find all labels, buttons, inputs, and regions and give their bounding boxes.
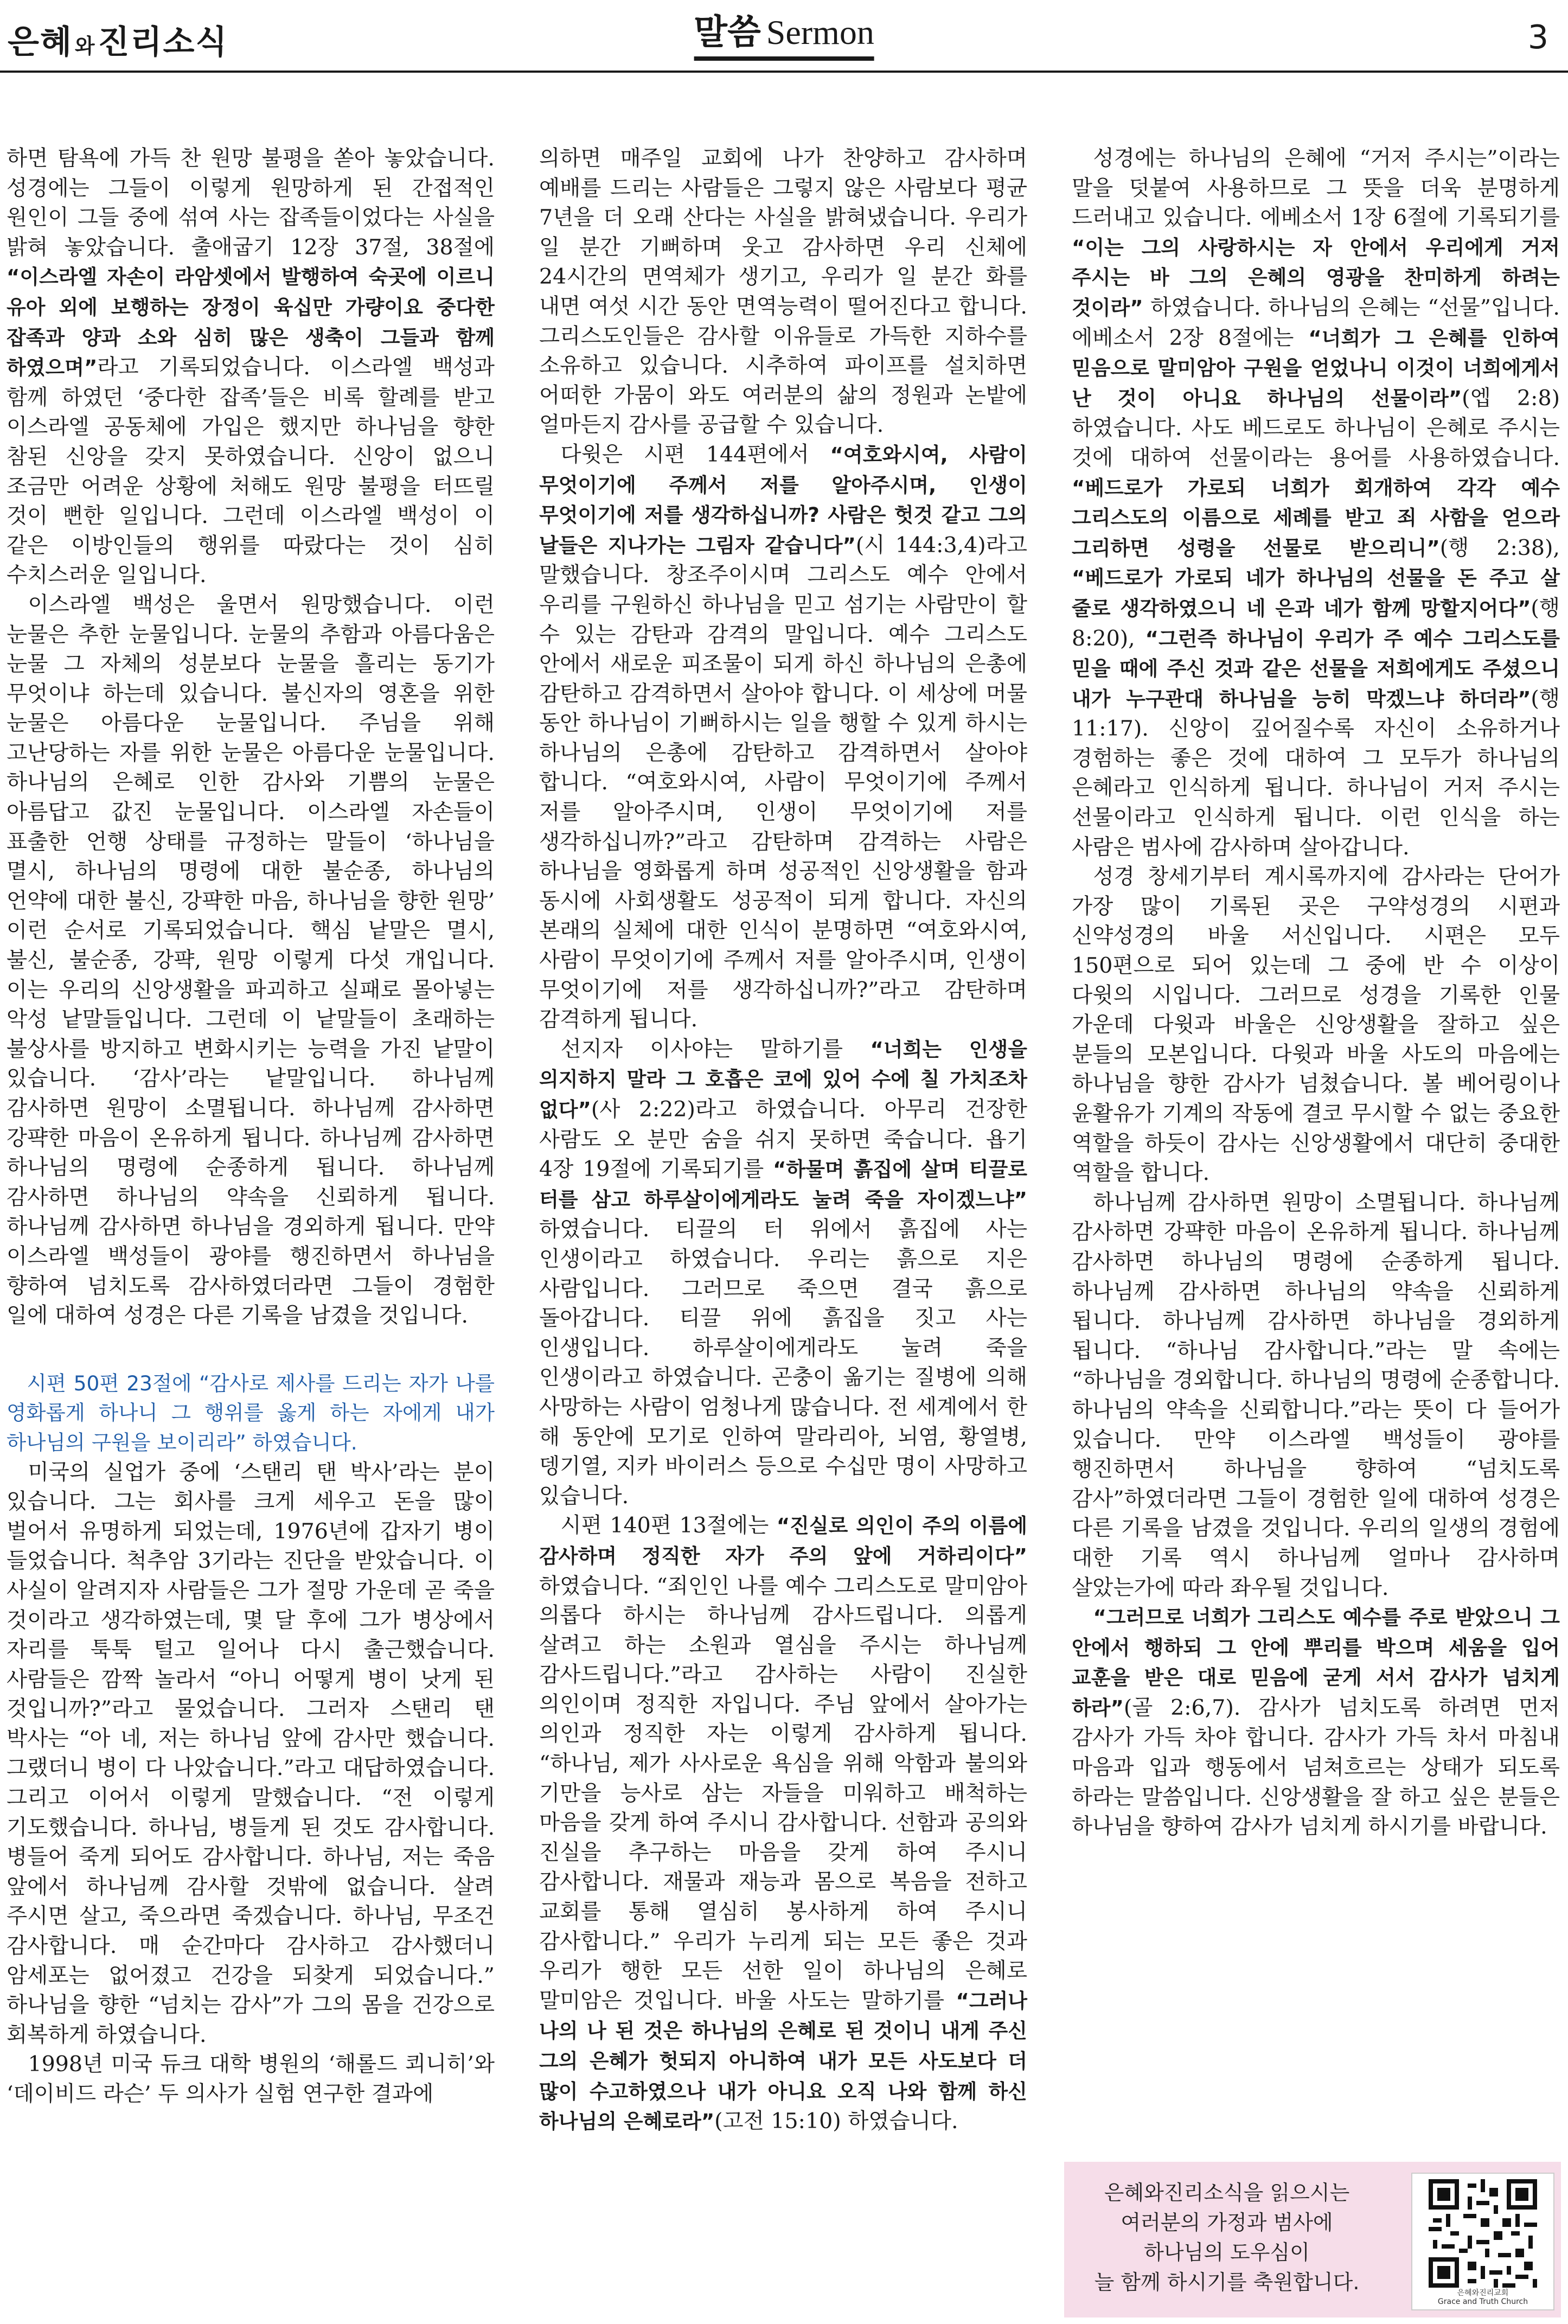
column-2 — [539, 144, 1027, 2137]
paragraph: 성경에는 하나님의 은혜에 “거저 주시는”이라는 말을 덧붙여 사용하므로 그 뜻을 더욱 분명하게 드러내고 있습니다. 에베소서 1장 6절에 기록되기를 “이는 그의 사랑하시는 자 안에서 우리에게 거저 주시는 바 그의 은혜의 영광을 찬미하게 하려는 것이라” 하였습니다. 하나님의 은혜는 “선물”입니다. 에베소서 2장 8절에는 “너희가 그 은혜를 인하여 믿음으로 말미암아 구원을 얻었나니 이것이 너희에게서 난 것이 아니요 하나님의 선물이라”(엡 2:8) 하였습니다. 사도 베드로도 하나님이 은혜로 주시는 것에 대하여 선물이라는 용어를 사용하였습니다. “베드로가 가로되 너희가 회개하여 각각 예수 그리스도의 이름으로 세례를 받고 죄 사함을 얻으라 그리하면 성령을 선물로 받으리니”(행 2:38), “베드로가 가로되 네가 하나님의 선물을 돈 주고 살 줄로 생각하였으니 네 은과 네가 함께 망할지어다”(행 8:20), “그런즉 하나님이 우리가 주 예수 그리스도를 믿을 때에 주신 것과 같은 선물을 저희에게도 주셨으니 내가 누구관대 하나님을 능히 막겠느냐 하더라”(행 11:17). 신앙이 깊어질수록 자신이 소유하거나 경험하는 좋은 것에 대하여 그 모두가 하나님의 은혜라고 인식하게 됩니다. 하나님이 거저 주시는 선물이라고 인식하게 됩니다. 이런 인식을 하는 사람은 범사에 감사하며 살아갑니다. — [1072, 146, 1560, 860]
church-logo-text: 은혜와진리교회 Grace and Truth Church — [1437, 2289, 1528, 2306]
paragraph: 시편 140편 13절에는 “진실로 의인이 주의 이름에 감사하며 정직한 자가 주의 앞에 거하리이다” 하였습니다. “죄인인 나를 예수 그리스도로 말미암아 의롭다 하시는 하나님께 감사드립니다. 의롭게 살려고 하는 소원과 열심을 주시는 하나님께 감사드립니다.”라고 감사하는 사람이 진실한 의인이며 정직한 자입니다. 주님 앞에서 살아가는 의인과 정직한 자는 이렇게 감사하게 됩니다. “하나님, 제가 사사로운 욕심을 위해 악함과 불의와 기만을 능사로 삼는 자들을 미워하고 배척하는 마음을 갖게 하여 주시니 감사합니다. 선함과 공의와 진실을 추구하는 마음을 갖게 하여 주시니 감사합니다. 재물과 재능과 몸으로 복음을 전하고 교회를 통해 열심히 봉사하게 하여 주시니 감사합니다.” 우리가 누리게 되는 모든 좋은 것과 우리가 행한 모든 선한 일이 하나님의 은혜로 말미암은 것입니다. 바울 사도는 말하기를 “그러나 나의 나 된 것은 하나님의 은혜로 된 것이니 내게 주신 그의 은혜가 헛되지 아니하여 내가 모든 사도보다 더 많이 수고하였으나 내가 아니요 오직 나와 함께 하신 하나님의 은혜로라”(고전 15:10) 하였습니다. — [539, 1513, 1028, 2134]
paragraph: 하면 탐욕에 가득 찬 원망 불평을 쏟아 놓았습니다. 성경에는 그들이 이렇게 원망하게 된 간접적인 원인이 그들 중에 섞여 사는 잡족들이었다는 사실을 밝혀 놓았습니다. 출애굽기 12장 37절, 38절에 “이스라엘 자손이 라암셋에서 발행하여 숙곳에 이르니 유아 외에 보행하는 장정이 육십만 가량이요 중다한 잡족과 양과 소와 심히 많은 생축이 그들과 함께 하였으며”라고 기록되었습니다. 이스라엘 백성과 함께 하였던 ‘중다한 잡족’들은 비록 할례를 받고 이스라엘 공동체에 가입은 했지만 하나님을 향한 참된 신앙을 갖지 못하였습니다. 신앙이 없으니 조금만 어려운 상황에 처해도 원망 불평을 터뜨릴 것이 뻔한 일입니다. 그런데 이스라엘 백성이 이 같은 이방인들의 행위를 따랐다는 것이 심히 수치스러운 일입니다. — [7, 146, 495, 588]
paragraph: 하나님께 감사하면 원망이 소멸됩니다. 하나님께 감사하면 강퍅한 마음이 온유하게 됩니다. 하나님께 감사하면 하나님의 명령에 순종하게 됩니다. 하나님께 감사하면 하나님의 약속을 신뢰하게 됩니다. 하나님께 감사하면 하나님을 경외하게 됩니다. “하나님 감사합니다.”라는 말 속에는 “하나님을 경외합니다. 하나님의 명령에 순종합니다. 하나님의 약속을 신뢰합니다.”라는 뜻이 다 들어가 있습니다. 만약 이스라엘 백성들이 광야를 행진하면서 하나님을 향하여 “넘치도록 감사”하였더라면 그들이 경험한 일에 대하여 성경은 다른 기록을 남겼을 것입니다. 우리의 일생의 경험에 대한 기록 역시 하나님께 얼마나 감사하며 살았는가에 따라 좌우될 것입니다. — [1072, 1190, 1560, 1600]
page-number: 3 — [1527, 18, 1548, 56]
column-3 — [1072, 144, 1560, 1842]
section-korean: 말씀 — [694, 12, 761, 53]
paragraph: 미국의 실업가 중에 ‘스탠리 탠 박사’라는 분이 있습니다. 그는 회사를 크게 세우고 돈을 많이 벌어서 유명하게 되었는데, 1976년에 갑자기 병이 들었습니다. 척추암 3기라는 진단을 받았습니다. 이 사실이 알려지자 사람들은 그가 절망 가운데 곧 죽을 것이라고 생각하였는데, 몇 달 후에 그가 병상에서 자리를 툭툭 털고 일어나 다시 출근했습니다. 사람들은 깜짝 놀라서 “아니 어떻게 병이 낫게 된 것입니까?”라고 물었습니다. 그러자 스탠리 탠 박사는 “아 네, 저는 하나님 앞에 감사만 했습니다. 그랬더니 병이 다 나았습니다.”라고 대답하였습니다. 그리고 이어서 이렇게 말했습니다. “전 이렇게 기도했습니다. 하나님, 병들게 된 것도 감사합니다. 병들어 죽게 되어도 감사합니다. 하나님, 저는 죽음 앞에서 하나님께 감사할 것밖에 없습니다. 살려 주시면 살고, 죽으라면 죽겠습니다. 하나님, 무조건 감사합니다. 매 순간마다 감사하고 감사했더니 암세포는 없어졌고 건강을 되찾게 되었습니다.” 하나님을 향한 “넘치는 감사”가 그의 몸을 건강으로 회복하게 하였습니다. — [7, 1459, 495, 2047]
paragraph: 다윗은 시편 144편에서 “여호와시여, 사람이 무엇이기에 주께서 저를 알아주시며, 인생이 무엇이기에 저를 생각하십니까? 사람은 헛것 같고 그의 날들은 지나가는 그림자 같습니다”(시 144:3,4)라고 말했습니다. 창조주이시며 그리스도 예수 안에서 우리를 구원하신 하나님을 믿고 섬기는 사람만이 할 수 있는 감탄과 감격의 말입니다. 예수 그리스도 안에서 새로운 피조물이 되게 하신 하나님의 은총에 감탄하고 감격하면서 살아야 합니다. 이 세상에 머물 동안 하나님이 기뻐하시는 일을 행할 수 있게 하시는 하나님의 은총에 감탄하고 감격하면서 살아야 합니다. “여호와시여, 사람이 무엇이기에 주께서 저를 알아주시며, 인생이 무엇이기에 저를 생각하십니까?”라고 감탄하며 감격하는 사람은 하나님을 영화롭게 하며 성공적인 신앙생활을 함과 동시에 사회생활도 성공적이 되게 합니다. 자신의 본래의 실체에 대한 인식이 분명하면 “여호와시여, 사람이 무엇이기에 주께서 저를 알아주시며, 인생이 무엇이기에 저를 생각하십니까?”라고 감탄하며 감격하게 됩니다. — [539, 442, 1027, 1032]
section-title — [694, 4, 874, 61]
promo-text: 은혜와진리소식을 읽으시는 여러분의 가정과 범사에 하나님의 도우심이 늘 함께 하시기를 축원합니다. — [1094, 2181, 1360, 2294]
section-underline — [694, 56, 874, 61]
publication-name: 은혜 와진리소식 — [8, 23, 228, 61]
promo-box — [1064, 2162, 1561, 2317]
header-rule — [0, 71, 1568, 73]
section-english: Sermon — [766, 13, 874, 52]
paragraph: 성경 창세기부터 계시록까지에 감사라는 단어가 가장 많이 기록된 곳은 구약성경의 시편과 신약성경의 바울 서신입니다. 시편은 모두 150편으로 되어 있는데 그 중에 반 수 이상이 다윗의 시입니다. 그러므로 성경을 기록한 인물 가운데 다윗과 바울은 신앙생활을 잘하고 싶은 분들의 모본입니다. 다윗과 바울 사도의 마음에는 하나님을 향한 감사가 넘쳤습니다. 볼 베어링이나 윤활유가 기계의 작동에 결코 무시할 수 없는 중요한 역할을 하듯이 감사는 신앙생활에서 대단히 중대한 역할을 합니다. — [1072, 864, 1560, 1186]
paragraph: 선지자 이사야는 말하기를 “너희는 인생을 의지하지 말라 그 호흡은 코에 있어 수에 칠 가치조차 없다”(사 2:22)라고 하였습니다. 아무리 건장한 사람도 오 분만 숨을 쉬지 못하면 죽습니다. 욥기 4장 19절에 기록되기를 “하물며 흙집에 살며 티끌로 터를 삼고 하루살이에게라도 눌려 죽을 자이겠느냐” 하였습니다. 티끌의 터 위에서 흙집에 사는 인생이라고 하였습니다. 우리는 흙으로 지은 사람입니다. 그러므로 죽으면 결국 흙으로 돌아갑니다. 티끌 위에 흙집을 짓고 사는 인생입니다. 하루살이에게라도 눌려 죽을 인생이라고 하였습니다. 곤충이 옮기는 질병에 의해 사망하는 사람이 엄청나게 많습니다. 전 세계에서 한 해 동안에 모기로 인하여 말라리아, 뇌염, 황열병, 뎅기열, 지카 바이러스 등으로 수십만 명이 사망하고 있습니다. — [539, 1036, 1027, 1509]
page-header — [0, 0, 1568, 81]
paragraph: “그러므로 너희가 그리스도 예수를 주로 받았으니 그 안에서 행하되 그 안에 뿌리를 박으며 세움을 입어 교훈을 받은 대로 믿음에 굳게 서서 감사가 넘치게 하라”(골 2:6,7). 감사가 넘치도록 하려면 먼저 감사가 가득 차야 합니다. 감사가 가득 차서 마침내 마음과 입과 행동에서 넘쳐흐르는 상태가 되도록 하라는 말씀입니다. 신앙생활을 잘 하고 싶은 분들은 하나님을 향하여 감사가 넘치게 하시기를 바랍니다. — [1072, 1606, 1560, 1840]
paragraph: 의하면 매주일 교회에 나가 찬양하고 감사하며 예배를 드리는 사람들은 그렇지 않은 사람보다 평균 7년을 더 오래 산다는 사실을 밝혀냈습니다. 우리가 일 분간 기뻐하며 웃고 감사하면 우리 신체에 24시간의 면역체가 생기고, 우리가 일 분간 화를 내면 여섯 시간 동안 면역능력이 떨어진다고 합니다. 그리스도인들은 감사할 이유들로 가득한 지하수를 소유하고 있습니다. 시추하여 파이프를 설치하면 어떠한 가뭄이 와도 여러분의 삶의 정원과 논밭에 얼마든지 감사를 공급할 수 있습니다. — [539, 146, 1027, 438]
column-1 — [7, 144, 495, 2109]
paragraph: 이스라엘 백성은 울면서 원망했습니다. 이런 눈물은 추한 눈물입니다. 눈물의 추함과 아름다움은 눈물 그 자체의 성분보다 눈물을 흘리는 동기가 무엇이냐 하는데 있습니다. 불신자의 영혼을 위한 눈물은 아름다운 눈물입니다. 주님을 위해 고난당하는 자를 위한 눈물은 아름다운 눈물입니다. 하나님의 은혜로 인한 감사와 기쁨의 눈물은 아름답고 값진 눈물입니다. 이스라엘 자손들이 표출한 언행 상태를 규정하는 말들이 ‘하나님을 멸시, 하나님의 명령에 대한 불순종, 하나님의 언약에 대한 불신, 강퍅한 마음, 하나님을 향한 원망’ 이런 순서로 기록되었습니다. 핵심 낱말은 멸시, 불신, 불순종, 강퍅, 원망 이렇게 다섯 개입니다. 이는 우리의 신앙생활을 파괴하고 실패로 몰아넣는 악성 낱말들입니다. 그런데 이 낱말들이 초래하는 불상사를 방지하고 변화시키는 능력을 가진 낱말이 있습니다. ‘감사’라는 낱말입니다. 하나님께 감사하면 원망이 소멸됩니다. 하나님께 감사하면 강퍅한 마음이 온유하게 됩니다. 하나님께 감사하면 하나님의 명령에 순종하게 됩니다. 하나님께 감사하면 하나님의 약속을 신뢰하게 됩니다. 하나님께 감사하면 하나님을 경외하게 됩니다. 만약 이스라엘 백성들이 광야를 행진하면서 하나님을 향하여 넘치도록 감사하였더라면 그들이 경험한 일에 대하여 성경은 다른 기록을 남겼을 것입니다. — [7, 592, 495, 1329]
qr-code-icon — [1423, 2179, 1543, 2288]
paragraph: 1998년 미국 듀크 대학 병원의 ‘해롤드 쾨니히’와 ‘데이비드 라슨’ 두 의사가 실험 연구한 결과에 — [7, 2052, 495, 2106]
qr-code[interactable] — [1411, 2173, 1554, 2310]
subheading: 시편 50편 23절에 “감사로 제사를 드리는 자가 나를 영화롭게 하나니 그 행위를 옳게 하는 자에게 내가 하나님의 구원을 보이리라” 하였습니다. — [7, 1371, 495, 1454]
